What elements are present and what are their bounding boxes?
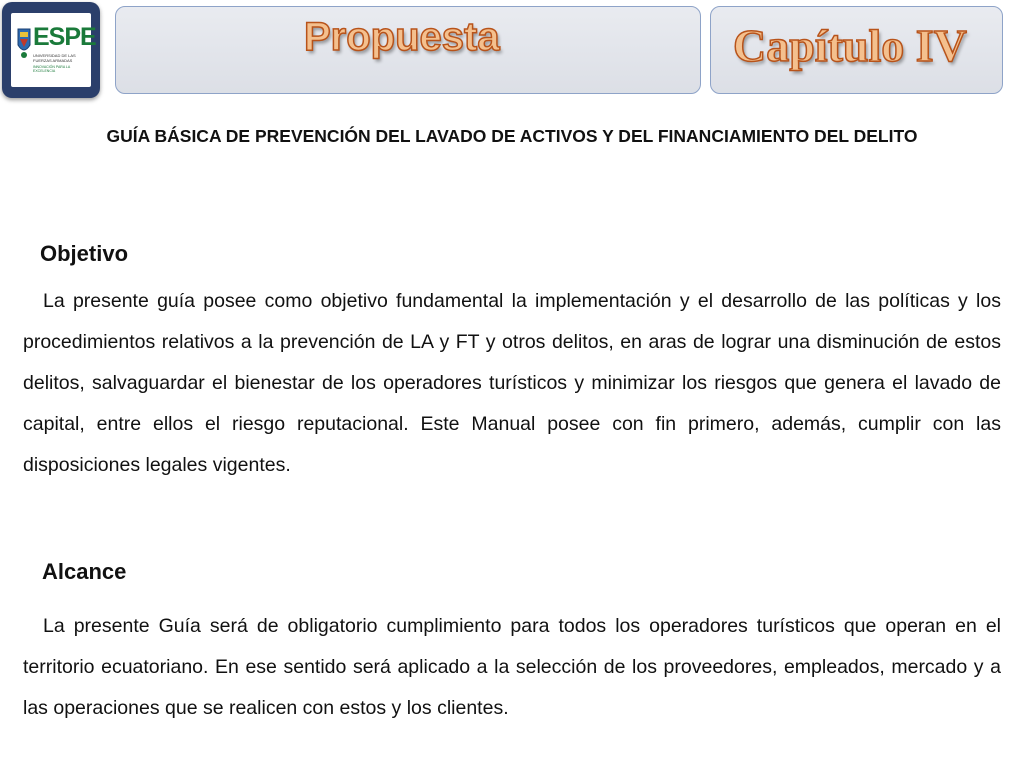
proposal-title: Propuesta xyxy=(304,15,500,59)
section-title-objetivo: Objetivo xyxy=(40,241,129,266)
section-body-alcance: La presente Guía será de obligatorio cumplimiento para todos los operadores turísticos que operan en el territorio ecuatoriano. En ese sentido será aplicado a la selección de los proveedores, empleados, mercado y a las operaciones que se realicen con estos y los clientes. xyxy=(23,615,1001,719)
logo-subtitle: UNIVERSIDAD DE LAS FUERZAS ARMADAS xyxy=(33,53,76,63)
shield-emblem-icon xyxy=(15,25,33,61)
espe-logo xyxy=(11,13,96,87)
logo-frame xyxy=(2,2,100,98)
proposal-banner xyxy=(115,6,701,94)
chapter-title: Capítulo IV xyxy=(733,20,967,71)
chapter-banner xyxy=(710,6,1003,94)
logo-wordmark: ESPE xyxy=(33,23,96,51)
document-heading: GUÍA BÁSICA DE PREVENCIÓN DEL LAVADO DE ACTIVOS Y DEL FINANCIAMIENTO DEL DELITO xyxy=(106,126,918,146)
section-title-alcance: Alcance xyxy=(42,559,127,584)
section-body-objetivo: La presente guía posee como objetivo fundamental la implementación y el desarrollo de las políticas y los procedimientos relativos a la prevención de LA y FT y otros delitos, en aras de lograr una disminución de estos delitos, salvaguardar el bienestar de los operadores turísticos y minimizar los riesgos que genera el lavado de capital, entre ellos el riesgo reputacional. Este Manual posee con fin primero, además, cumplir con las disposiciones legales vigentes. xyxy=(23,290,1001,476)
logo-tagline: INNOVACIÓN PARA LA EXCELENCIA xyxy=(33,65,71,73)
